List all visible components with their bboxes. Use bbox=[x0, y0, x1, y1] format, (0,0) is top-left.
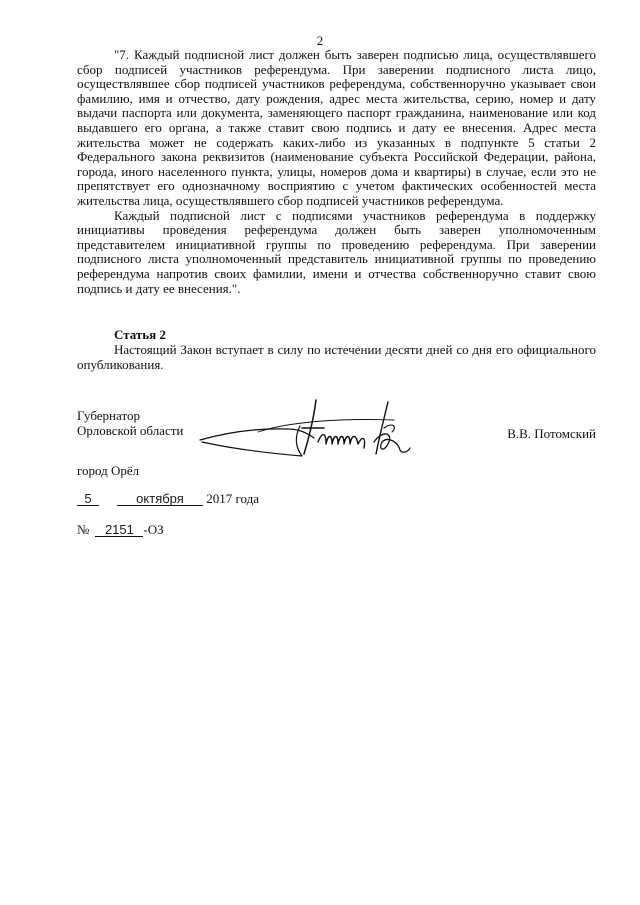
city: город Орёл bbox=[77, 463, 140, 478]
signatory-name: В.В. Потомский bbox=[507, 426, 596, 441]
number-sign: № bbox=[77, 522, 90, 537]
paragraph-2: Каждый подписной лист с подписями участников референдума в поддержку инициативы проведения референдума должен быть заверен уполномоченным представителем инициативной группы по проведению референдума. При заверении подписного листа уполномоченный представитель инициативной группы по проведению референдума напротив своих фамилии, имени и отчества собственноручно ставит свою подпись и дату ее внесения.". bbox=[77, 207, 596, 296]
paragraph-1: "7. Каждый подписной лист должен быть заверен подписью лица, осуществлявшего сбор подписей участников референдума. При заверении подписного листа лицо, осуществлявшее сбор подписей участников референдума, собственноручно указывает свои фамилию, имя и отчество, дату рождения, адрес места жительства, серию, номер и дату выдачи паспорта или документа, заменяющего паспорт гражданина, наименование или код выдавшего его органа, а также ставит свою подпись и дату ее внесения. Адрес места жительства может не содержать каких-либо из указанных в подпункте 5 статьи 2 Федерального закона реквизитов (наименование субъекта Российской Федерации, района, города, иного населенного пункта, улицы, номеров дома и квартиры) в случае, если это не препятствует его однозначному восприятию с учетом фактических особенностей места жительства лица, осуществлявшего сбор подписей участников референдума. bbox=[77, 47, 596, 208]
signatory-title-line1: Губернатор bbox=[77, 408, 140, 423]
article-text: Настоящий Закон вступает в силу по истечении десяти дней со дня его официального опубликования. bbox=[77, 342, 596, 372]
amendment-text bbox=[77, 48, 596, 296]
signatory-title-line2: Орловской области bbox=[77, 423, 184, 438]
date-day: 5 bbox=[77, 492, 99, 506]
date-month: октября bbox=[117, 492, 203, 506]
number-suffix: -ОЗ bbox=[143, 522, 164, 537]
handwritten-signature bbox=[198, 392, 418, 472]
page-number: 2 bbox=[316, 33, 324, 48]
signing-date bbox=[77, 491, 259, 507]
date-year: 2017 года bbox=[206, 491, 260, 506]
law-number bbox=[77, 522, 164, 538]
number-value: 2151 bbox=[95, 523, 143, 537]
article-heading: Статья 2 bbox=[114, 327, 166, 342]
signatory-title bbox=[77, 408, 183, 438]
